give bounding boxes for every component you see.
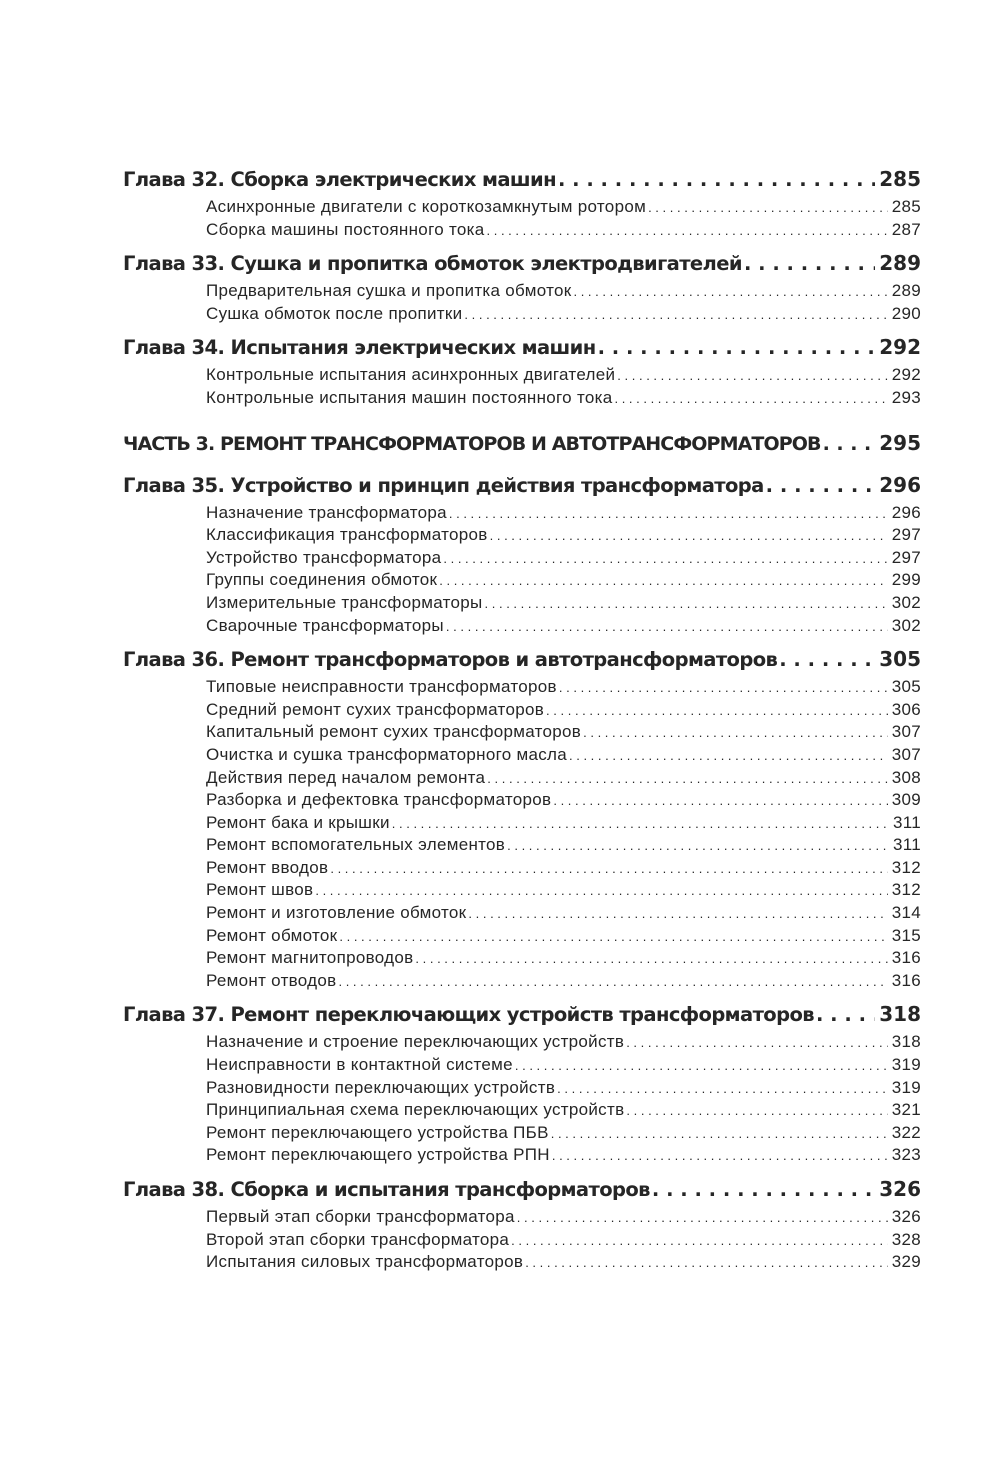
entry-title: Действия перед началом ремонта	[206, 767, 486, 787]
dot-leader	[573, 284, 887, 299]
dot-leader	[487, 223, 888, 238]
part-heading[interactable]	[123, 431, 921, 464]
entry-title: Сварочные трансформаторы	[206, 615, 444, 635]
entry-title: Типовые неисправности трансформаторов	[206, 677, 557, 697]
chapter-page-number: 318	[879, 1002, 921, 1027]
entry-title: Средний ремонт сухих трансформаторов	[206, 699, 545, 719]
entry-title: Назначение трансформатора	[206, 502, 447, 522]
dot-leader	[553, 793, 887, 808]
dot-leader	[652, 1178, 875, 1201]
entry-page-number: 319	[891, 1055, 921, 1075]
toc-entry[interactable]	[123, 1100, 921, 1123]
entry-page-number: 321	[891, 1100, 921, 1120]
chapter-33	[123, 251, 921, 326]
entry-title: Принципиальная схема переключающих устройств	[206, 1100, 625, 1120]
dot-leader	[744, 252, 875, 275]
entry-title: Сушка обмоток после пропитки	[206, 303, 463, 323]
entry-page-number: 299	[891, 570, 921, 590]
chapter-heading[interactable]	[123, 647, 921, 677]
entry-title: Капитальный ремонт сухих трансформаторов	[206, 722, 582, 742]
entry-page-number: 322	[891, 1122, 921, 1142]
toc-entry[interactable]	[123, 1252, 921, 1275]
dot-leader	[559, 680, 888, 695]
entry-page-number: 285	[891, 197, 921, 216]
chapter-page-number: 305	[879, 647, 921, 672]
dot-leader	[464, 307, 887, 322]
entry-title: Контрольные испытания асинхронных двигателей	[206, 365, 616, 385]
entry-page-number: 316	[891, 948, 921, 968]
dot-leader	[487, 771, 887, 786]
chapter-34	[123, 335, 921, 410]
chapter-title: Глава 38. Сборка и испытания трансформаторов	[123, 1178, 650, 1201]
chapter-heading[interactable]	[123, 335, 921, 365]
dot-leader	[583, 725, 888, 740]
entry-title: Разборка и дефектовка трансформаторов	[206, 790, 552, 810]
toc-entry[interactable]	[123, 880, 921, 903]
dot-leader	[614, 391, 887, 406]
dot-leader	[779, 648, 875, 671]
toc-entry[interactable]	[123, 281, 921, 304]
dot-leader	[816, 1003, 875, 1026]
dot-leader	[485, 596, 888, 611]
dot-leader	[617, 368, 887, 383]
toc-entry[interactable]	[123, 677, 921, 700]
toc-entry[interactable]	[123, 548, 921, 571]
toc-entry[interactable]	[123, 1230, 921, 1253]
entry-title: Очистка и сушка трансформаторного масла	[206, 744, 568, 764]
dot-leader	[626, 1103, 887, 1118]
dot-leader	[648, 200, 888, 215]
toc-entry[interactable]	[123, 722, 921, 745]
dot-leader	[490, 528, 888, 543]
chapter-35	[123, 473, 921, 639]
entry-page-number: 297	[891, 547, 921, 567]
dot-leader	[557, 1081, 888, 1096]
entry-title: Ремонт магнитопроводов	[206, 948, 414, 968]
toc-entry[interactable]	[123, 304, 921, 327]
toc-entry[interactable]	[123, 948, 921, 971]
entry-title: Второй этап сборки трансформатора	[206, 1229, 510, 1249]
toc-entry[interactable]	[123, 790, 921, 813]
dot-leader	[392, 816, 889, 831]
toc-entry[interactable]	[123, 593, 921, 616]
chapter-36	[123, 647, 921, 993]
chapter-37	[123, 1002, 921, 1168]
entry-title: Группы соединения обмоток	[206, 570, 438, 590]
chapter-heading[interactable]	[123, 473, 921, 503]
dot-leader	[339, 929, 887, 944]
dot-leader	[552, 1148, 888, 1163]
entry-page-number: 296	[891, 502, 921, 522]
entry-title: Назначение и строение переключающих устройств	[206, 1032, 625, 1052]
dot-leader	[338, 974, 887, 989]
dot-leader	[626, 1035, 888, 1050]
dot-leader	[558, 168, 875, 191]
dot-leader	[525, 1255, 888, 1270]
toc-entry[interactable]	[123, 926, 921, 949]
dot-leader	[449, 506, 888, 521]
toc-entry[interactable]	[123, 858, 921, 881]
chapter-title: Глава 36. Ремонт трансформаторов и автотрансформаторов	[123, 648, 778, 672]
entry-page-number: 297	[891, 525, 921, 545]
dot-leader	[598, 336, 876, 359]
part-page-number: 295	[879, 430, 921, 455]
entry-page-number: 302	[891, 592, 921, 612]
entry-page-number: 314	[891, 903, 921, 923]
entry-page-number: 329	[891, 1252, 921, 1272]
toc-entry[interactable]	[123, 365, 921, 388]
dot-leader	[315, 883, 887, 898]
chapter-title: Глава 37. Ремонт переключающих устройств трансформаторов	[123, 1003, 814, 1027]
toc-entry[interactable]	[123, 503, 921, 526]
dot-leader	[468, 906, 887, 921]
entry-page-number: 302	[891, 615, 921, 635]
entry-title: Ремонт переключающего устройства РПН	[206, 1145, 550, 1165]
entry-title: Ремонт бака и крышки	[206, 812, 390, 832]
entry-title: Испытания силовых трансформаторов	[206, 1252, 524, 1272]
entry-title: Ремонт переключающего устройства ПБВ	[206, 1122, 549, 1142]
entry-title: Предварительная сушка и пропитка обмоток	[206, 281, 572, 301]
toc-entry[interactable]	[123, 1078, 921, 1101]
toc-entry[interactable]	[123, 570, 921, 593]
dot-leader	[569, 748, 888, 763]
entry-page-number: 312	[891, 880, 921, 900]
chapter-page-number: 296	[879, 472, 921, 497]
entry-page-number: 311	[892, 812, 921, 832]
dot-leader	[415, 951, 887, 966]
dot-leader	[446, 619, 888, 634]
entry-page-number: 292	[891, 365, 921, 385]
toc-entry[interactable]	[123, 1055, 921, 1078]
entry-title: Контрольные испытания машин постоянного тока	[206, 387, 613, 407]
dot-leader	[515, 1058, 888, 1073]
entry-title: Классификация трансформаторов	[206, 525, 488, 545]
dot-leader	[517, 1210, 888, 1225]
entry-title: Ремонт отводов	[206, 970, 337, 990]
dot-leader	[823, 433, 876, 455]
entry-title: Ремонт вспомогательных элементов	[206, 835, 506, 855]
entry-page-number: 315	[891, 925, 921, 945]
dot-leader	[443, 551, 887, 566]
chapter-32	[123, 167, 921, 242]
entry-page-number: 312	[891, 857, 921, 877]
entry-title: Ремонт швов	[206, 880, 314, 900]
toc-entry[interactable]	[123, 971, 921, 994]
toc-entry[interactable]	[123, 835, 921, 858]
entry-page-number: 307	[891, 744, 921, 764]
entry-title: Первый этап сборки трансформатора	[206, 1207, 515, 1226]
entry-title: Сборка машины постоянного тока	[206, 219, 485, 239]
dot-leader	[546, 703, 888, 718]
toc-entry[interactable]	[123, 616, 921, 639]
entry-title: Устройство трансформатора	[206, 547, 442, 567]
entry-page-number: 319	[891, 1077, 921, 1097]
chapter-page-number: 292	[879, 335, 921, 360]
chapter-page-number: 289	[879, 251, 921, 276]
dot-leader	[330, 861, 887, 876]
entry-page-number: 290	[891, 303, 921, 323]
entry-page-number: 318	[891, 1032, 921, 1052]
chapter-page-number: 326	[879, 1177, 921, 1201]
toc-entry[interactable]	[123, 813, 921, 836]
toc-entry[interactable]	[123, 388, 921, 411]
entry-page-number: 326	[891, 1207, 921, 1226]
chapter-38	[123, 1177, 921, 1275]
chapter-heading[interactable]	[123, 251, 921, 281]
dot-leader	[439, 573, 887, 588]
entry-page-number: 316	[891, 970, 921, 990]
entry-page-number: 311	[892, 835, 921, 855]
toc-entry[interactable]	[123, 525, 921, 548]
toc-entry[interactable]	[123, 1123, 921, 1146]
toc-entry[interactable]	[123, 197, 921, 220]
chapter-title: Глава 35. Устройство и принцип действия трансформатора	[123, 473, 764, 497]
toc-entry[interactable]	[123, 768, 921, 791]
chapter-heading[interactable]	[123, 1177, 921, 1207]
entry-title: Ремонт вводов	[206, 857, 329, 877]
toc-entry[interactable]	[123, 745, 921, 768]
entry-page-number: 308	[891, 767, 921, 787]
chapter-title: Глава 32. Сборка электрических машин	[123, 168, 556, 191]
entry-title: Асинхронные двигатели с короткозамкнутым ротором	[206, 197, 647, 216]
entry-page-number: 328	[891, 1229, 921, 1249]
table-of-contents	[123, 167, 921, 1275]
toc-entry[interactable]	[123, 1032, 921, 1055]
entry-page-number: 305	[891, 677, 921, 697]
entry-page-number: 309	[891, 790, 921, 810]
dot-leader	[766, 474, 876, 497]
toc-entry[interactable]	[123, 220, 921, 243]
toc-entry[interactable]	[123, 1207, 921, 1230]
toc-entry[interactable]	[123, 903, 921, 926]
toc-entry[interactable]	[123, 1145, 921, 1168]
entry-page-number: 323	[891, 1145, 921, 1165]
entry-title: Ремонт обмоток	[206, 925, 338, 945]
dot-leader	[511, 1233, 888, 1248]
chapter-heading[interactable]	[123, 167, 921, 197]
entry-page-number: 289	[891, 281, 921, 301]
dot-leader	[507, 838, 889, 853]
entry-page-number: 287	[891, 219, 921, 239]
entry-title: Разновидности переключающих устройств	[206, 1077, 556, 1097]
chapter-page-number: 285	[879, 167, 921, 191]
chapter-title: Глава 34. Испытания электрических машин	[123, 336, 596, 360]
entry-page-number: 306	[891, 699, 921, 719]
chapter-heading[interactable]	[123, 1002, 921, 1032]
entry-title: Ремонт и изготовление обмоток	[206, 903, 467, 923]
entry-title: Измерительные трансформаторы	[206, 592, 483, 612]
entry-page-number: 293	[891, 387, 921, 407]
chapter-title: Глава 33. Сушка и пропитка обмоток электродвигателей	[123, 252, 742, 276]
dot-leader	[551, 1126, 888, 1141]
entry-title: Неисправности в контактной системе	[206, 1055, 513, 1075]
entry-page-number: 307	[891, 722, 921, 742]
part-title: ЧАСТЬ 3. РЕМОНТ ТРАНСФОРМАТОРОВ И АВТОТРАНСФОРМАТОРОВ	[123, 432, 821, 455]
toc-entry[interactable]	[123, 700, 921, 723]
